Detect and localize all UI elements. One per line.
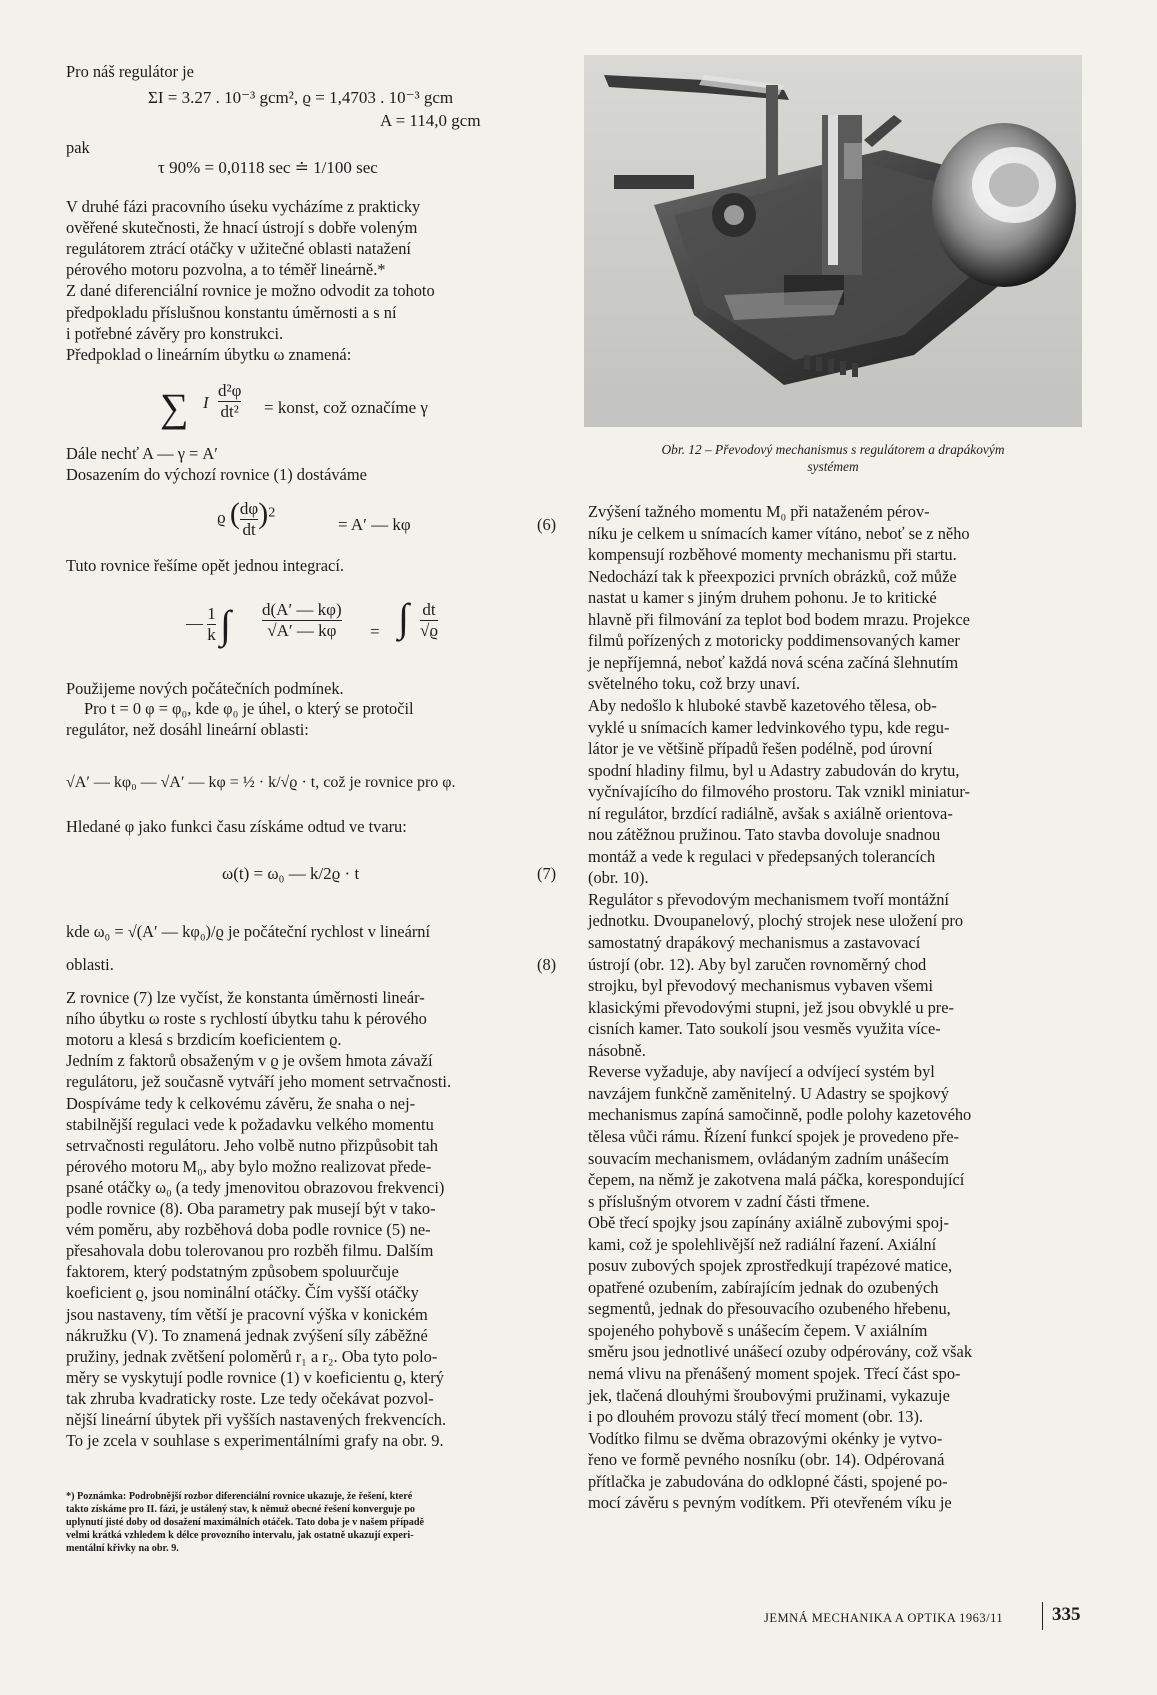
equation-inertia: ΣI = 3.27 . 10⁻³ gcm², ϱ = 1,4703 . 10⁻³ gcm	[148, 88, 454, 107]
text-line: opatřené ozubením, zabírajícím jednak do ozubených	[588, 1277, 939, 1297]
text-line: tělesa vůči rámu. Řízení funkcí spojek je provedeno pře-	[588, 1126, 959, 1146]
text-line: klasickými převodovými stupni, jež jsou obvyklé u pre-	[588, 997, 954, 1017]
tuto-line: Tuto rovnice řešíme opět jednou integrací.	[66, 556, 344, 575]
equation-a: A = 114,0 gcm	[380, 111, 481, 130]
integral-rhs-fraction: $\frac{dt}{√ϱ}$	[420, 600, 438, 640]
text-line: Aby nedošlo k hluboké stavbě kazetového tělesa, ob-	[588, 695, 937, 715]
text-line: je nepříjemná, neboť každá nová scéna začíná šlehnutím	[588, 652, 959, 672]
integral-equals: =	[370, 622, 380, 641]
text-line: s příslušným otvorem v zadní části třmene.	[588, 1191, 870, 1211]
text-line: strojku, byl převodový mechanismus vybaven všemi	[588, 976, 934, 996]
text-line: motoru a klesá s brzdicím koeficientem ϱ.	[66, 1030, 342, 1050]
text-line: řeno ve formě pevného nosníku (obr. 14). Odpérovaná	[588, 1450, 945, 1470]
page-number: 335	[1052, 1604, 1081, 1625]
text-line: jsou nastaveny, tím větší je pracovní výška v konickém	[66, 1304, 428, 1324]
equation-7: ω(t) = ω₀ — k/2ϱ · t	[222, 864, 360, 883]
text-line: přítlačka je zabudována do odklopné části, spojené po-	[588, 1471, 948, 1491]
text-line: i po dlouhém provozu stálý třecí moment (obr. 13).	[588, 1407, 924, 1427]
text-line: jek, tlačená dlouhými šroubovými pružinami, vykazuje	[588, 1385, 950, 1405]
text-line: vyčnívajícího do filmového prostoru. Tak vznikl miniatur-	[588, 782, 970, 802]
text-line: psané otáčky ω₀ (a tedy jmenovitou obrazovou frekvenci)	[66, 1177, 445, 1197]
text-line: spodní hladiny filmu, byl u Adastry zabudován do krytu,	[588, 760, 960, 780]
text-line: jednotku. Dvoupanelový, plochý strojek nese uložení pro	[588, 911, 964, 931]
text-line: kompensují rozběhové momenty mechanismu při startu.	[588, 545, 957, 565]
text-line: nější lineární úbytek při vyšších nastavených frekvencích.	[66, 1410, 447, 1429]
footnote-line: velmi krátká vzhledem k délce provozního intervalu, jak ostatně ukazují experi-	[66, 1530, 414, 1541]
equation-7-number: (7)	[537, 864, 557, 883]
equation-6-number: (6)	[537, 515, 557, 534]
text-line: podle rovnice (8). Oba parametry pak musejí být v tako-	[66, 1199, 436, 1218]
text-line: nemá vlivu na přenášený moment spojek. Třecí část spo-	[588, 1364, 961, 1383]
equation-konst: = konst, což označíme γ	[264, 398, 428, 417]
text-line: ní regulátor, brzdící radiálně, avšak s axiálně orientova-	[588, 803, 953, 823]
text-line: světelného toku, což brzy unaví.	[588, 674, 801, 694]
pouzijeme-line: Použijeme nových počátečních podmínek.	[66, 679, 344, 698]
integral-lhs: — $\frac{1}{k}$ ∫	[186, 602, 231, 647]
pro-line-2: regulátor, než dosáhl lineární oblasti:	[66, 720, 309, 739]
equation-tau: τ 90% = 0,0118 sec ≐ 1/100 sec	[158, 158, 378, 177]
text-line: Jedním z faktorů obsaženým v ϱ je ovšem hmota závaží	[66, 1051, 433, 1071]
equation-8-number: (8)	[537, 955, 557, 974]
integral-rhs-sign: ∫	[398, 595, 409, 640]
text-line: Obě třecí spojky jsou zapínány axiálně zubovými spoj-	[588, 1213, 949, 1233]
pro-line-1: Pro t = 0 φ = φ₀, kde φ₀ je úhel, o který se protočil	[84, 699, 414, 718]
mechanism-photo	[584, 55, 1082, 427]
text-line: násobně.	[588, 1040, 646, 1060]
text-line: navzájem funkčně zaměnitelný. U Adastry se spojkový	[588, 1083, 949, 1103]
text-line: Předpoklad o lineárním úbytku ω znamená:	[66, 344, 352, 364]
text-line: segmentů, jednak do přesouvacího ozubeného hřebenu,	[588, 1299, 951, 1319]
text-line: Regulátor s převodovým mechanismem tvoří montážní	[588, 889, 949, 909]
journal-footer: JEMNÁ MECHANIKA A OPTIKA 1963/11	[764, 1611, 1004, 1625]
footnote-line: mentální křivky na obr. 9.	[66, 1543, 179, 1554]
text-line: ústrojí (obr. 12). Aby byl zaručen rovnoměrný chod	[588, 954, 927, 974]
text-line: předpokladu příslušnou konstantu úměrnosti a s ní	[66, 302, 397, 322]
oblasti-line: oblasti.	[66, 955, 114, 974]
sum-variable: I	[203, 393, 209, 412]
text-line: nou zátěžnou pružinou. Tato stavba dovoluje snadnou	[588, 825, 941, 845]
dosazenim-line: Dosazením do výchozí rovnice (1) dostáváme	[66, 465, 367, 484]
text-line: V druhé fázi pracovního úseku vycházíme z prakticky	[66, 197, 421, 216]
integral-fraction: $\frac{d(A' — k\varphi)}{√A' — k\varphi}$	[262, 600, 342, 640]
text-line: spojeného pohybově s unášecím čepem. V axiálním	[588, 1320, 928, 1340]
figure-caption: Obr. 12 – Převodový mechanismus s regulátorem a drapákovým systémem	[661, 442, 1005, 474]
text-line: vém poměru, aby rozběhová doba podle rovnice (5) ne-	[66, 1220, 431, 1240]
footnote-line: uplynutí jisté doby od dosažení maximálních otáček. Tato doba je v našem případě	[66, 1517, 425, 1528]
text-line: níku je celkem u snímacích kamer vítáno, neboť se z něho	[588, 523, 970, 543]
text-line: posuv zubových spojek zprostředkují trapézové matice,	[588, 1256, 953, 1276]
text-line: kami, což je spolehlivější než radiální řazení. Axiální	[588, 1234, 937, 1254]
text-line: Zvýšení tažného momentu M₀ při nataženém pérov-	[588, 502, 930, 521]
text-line: koeficient ϱ, jsou nominální otáčky. Čím vyšší otáčky	[66, 1283, 419, 1303]
text-line: setrvačnosti regulátoru. Jeho volbě nutno přizpůsobit tah	[66, 1135, 438, 1155]
text-line: pružiny, jednak zvětšení poloměrů r₁ a r₂. Oba tyto polo-	[66, 1346, 438, 1366]
text-line: mechanismus zapíná samočinně, podle polohy kazetového	[588, 1105, 972, 1125]
fraction-d2phi: $\frac{\text{d²φ}}{\text{dt²}}$	[218, 381, 242, 421]
text-line: Dospíváme tedy k celkovému závěru, že snaha o nej-	[66, 1093, 416, 1113]
text-line: Vodítko filmu se dvěma obrazovými okénky je vytvo-	[588, 1428, 943, 1448]
text-line: Reverse vyžaduje, aby navíjecí a odvíjecí systém byl	[588, 1062, 935, 1082]
text-line: látor je ve většině případů řešen podélně, pod úrovní	[588, 739, 933, 759]
text-line: samostatný drapákový mechanismus a zastavovací	[588, 933, 921, 952]
text-line: tak zhruba kvadraticky roste. Lze tedy očekávat pozvol-	[66, 1388, 434, 1408]
text-line: směru jsou jednotlivé unášecí ozuby odpérovány, což však	[588, 1342, 973, 1362]
text-line: (obr. 10).	[588, 868, 649, 888]
equation-6-lhs: ϱ ( $\frac{d\varphi}{dt}$ )$^2$	[217, 497, 276, 539]
text-line: To je zcela v souhlase s experimentálními grafy na obr. 9.	[66, 1431, 444, 1451]
intro-line: Pro náš regulátor je	[66, 62, 194, 81]
text-line: vyklé u snímacích kamer ledvinkového typu, kde regu-	[588, 717, 950, 737]
text-line: ověřené skutečnosti, že hnací ústrojí s dobře voleným	[66, 218, 418, 238]
text-line: hlavně při filmování za teplot bod bodem mrazu. Projekce	[588, 609, 970, 629]
text-line: nákružku (V). To znamená jednak zvýšení síly záběžné	[66, 1325, 428, 1345]
text-line: Z dané diferenciální rovnice je možno odvodit za tohoto	[66, 281, 435, 301]
text-line: pérového motoru pozvolna, a to téměř lineárně.*	[66, 260, 386, 280]
equation-6-rhs: = A′ — kφ	[338, 515, 411, 534]
text-line: Nedochází tak k přeexpozici prvních obrázků, což může	[588, 566, 957, 586]
text-line: filmů pořízených z motoricky poddimensovaných kamer	[588, 631, 960, 651]
text-line: měry se vyskytují podle rovnice (1) v koeficientu ϱ, který	[66, 1367, 444, 1387]
text-line: mocí závěru s pevným vodítkem. Při otevřeném víku je	[588, 1493, 952, 1513]
text-line: čepem, na němž je zakotvena malá páčka, korespondující	[588, 1170, 965, 1190]
text-line: souvacím mechanismem, ovládaným zadním unášecím	[588, 1148, 949, 1168]
text-line: přesahovala dobu tolerovanou pro rozběh filmu. Dalším	[66, 1241, 434, 1261]
text-line: nastat u kamer s jiným druhem pohonu. Je to kritické	[588, 588, 937, 608]
footer-rule	[1042, 1602, 1043, 1630]
text-line: ního úbytku ω roste s rychlostí úbytku tahu k pérového	[66, 1009, 427, 1029]
text-line: faktorem, který podstatným způsobem spoluurčuje	[66, 1262, 399, 1282]
text-line: Z rovnice (7) lze vyčíst, že konstanta úměrnosti lineár-	[66, 988, 425, 1007]
sum-symbol: ∑	[160, 385, 189, 430]
text-line: cisních kamer. Tato soukolí jsou vesměs využita více-	[588, 1019, 941, 1039]
kde-line: kde ω₀ = √(A′ — kφ₀)/ϱ je počáteční rychlost v lineární	[66, 922, 431, 941]
hledane-line: Hledané φ jako funkci času získáme odtud ve tvaru:	[66, 817, 407, 836]
equation-linear: √A′ — kφ₀ — √A′ — kφ = ½ · k/√ϱ · t, což je rovnice pro φ.	[66, 774, 456, 791]
footnote-line: *) Poznámka: Podrobnější rozbor diferenciální rovnice ukazuje, že řešení, které	[66, 1491, 413, 1502]
text-line: stabilnější regulaci vede k požadavku velkého momentu	[66, 1114, 434, 1134]
text-line: montáž a vede k regulaci v předepsaných tolerancích	[588, 846, 936, 866]
pak-word: pak	[66, 138, 90, 157]
text-line: regulátorem ztrácí otáčky v užitečné oblasti natažení	[66, 239, 411, 259]
text-line: pérového motoru M₀, aby bylo možno realizovat přede-	[66, 1156, 432, 1176]
footnote-line: takto získáme pro II. fázi, je ustálený stav, k němuž obecné řešení konverguje po	[66, 1504, 416, 1515]
dale-line: Dále nechť A — γ = A′	[66, 444, 218, 463]
text-line: regulátoru, jež současně vytváří jeho moment setrvačnosti.	[66, 1072, 452, 1092]
text-line: i potřebné závěry pro konstrukci.	[66, 323, 284, 343]
